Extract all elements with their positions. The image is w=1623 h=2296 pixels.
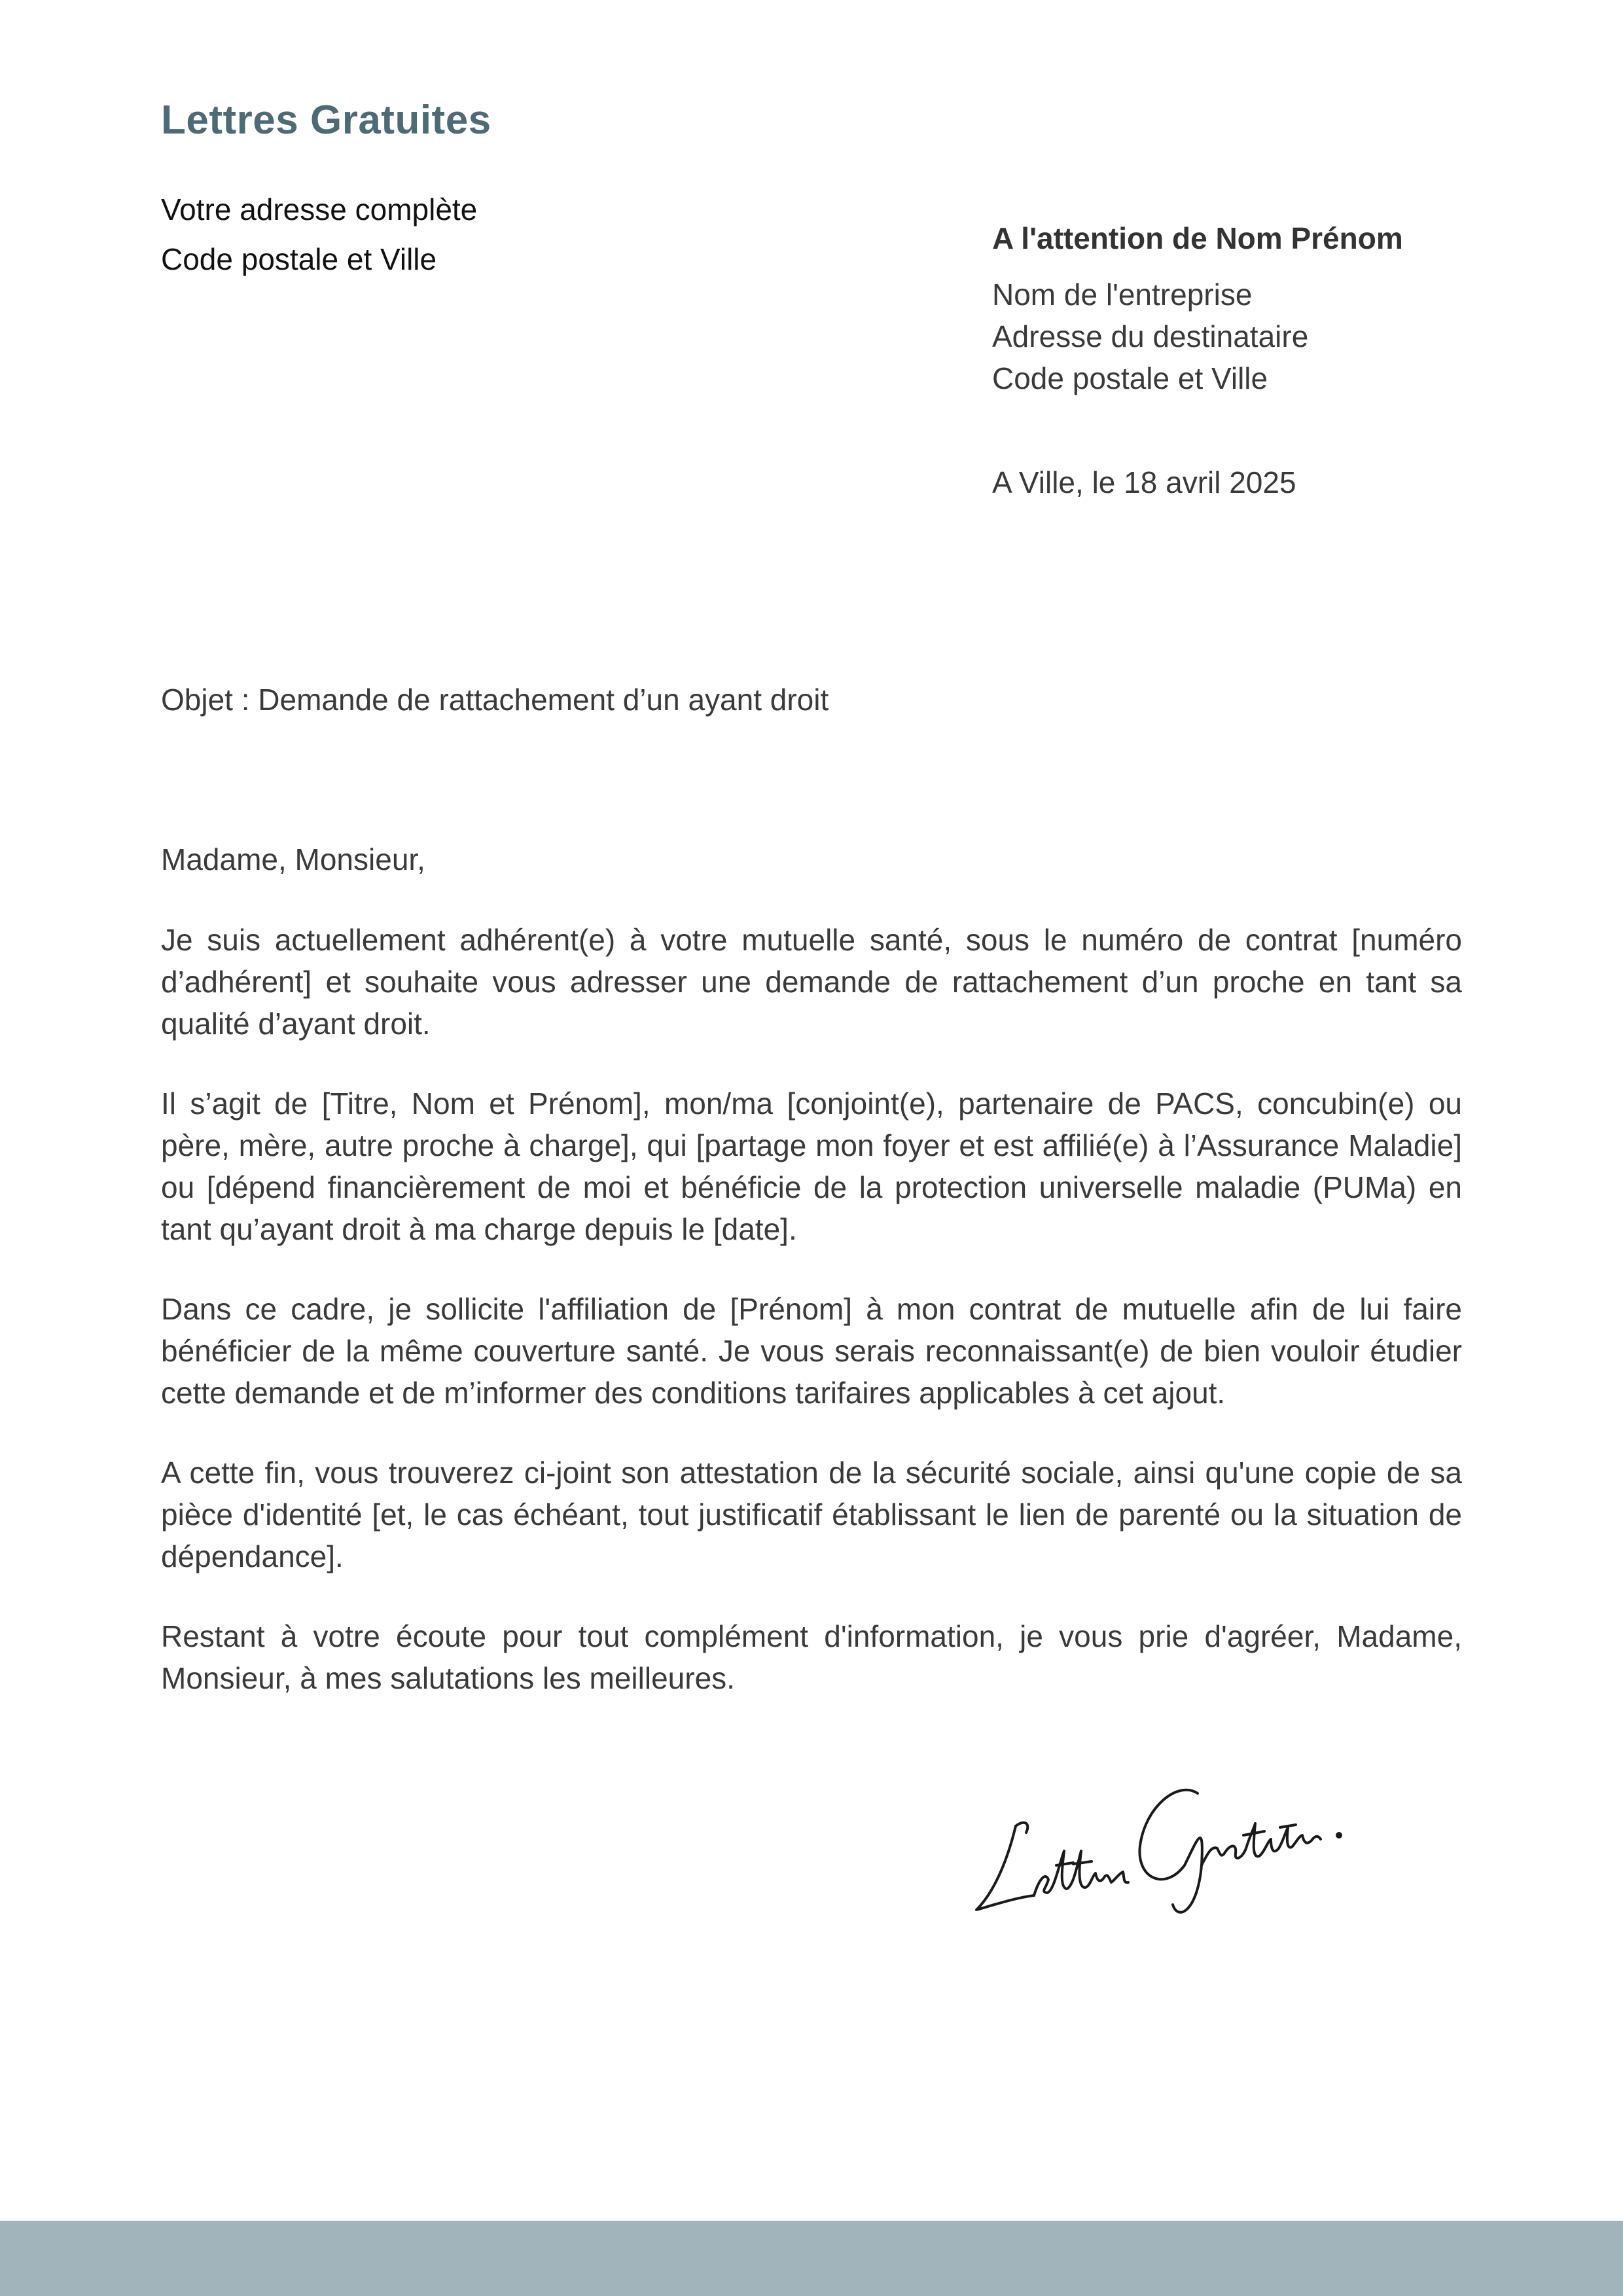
body-paragraph: Je suis actuellement adhérent(e) à votre mutuelle santé, sous le numéro de contrat [numéro d’adhérent] et souhaite vous adresser une demande de rattachement d’un proche en tant sa qualité d’ayant droit. [161,923,1462,1041]
letter-salutation: Madame, Monsieur, [161,842,425,876]
sender-block [161,185,477,284]
brand-title: Lettres Gratuites [161,98,491,143]
recipient-block [992,217,1403,399]
letter-date: A Ville, le 18 avril 2025 [992,465,1296,499]
sender-city: Code postale et Ville [161,242,437,276]
recipient-attention: A l'attention de Nom Prénom [992,221,1403,255]
sender-address: Votre adresse complète [161,192,478,226]
body-paragraph: A cette fin, vous trouverez ci-joint son attestation de la sécurité sociale, ainsi qu'une copie de sa pièce d'identité [et, le cas échéant, tout justificatif établissant le lien de parenté ou la situation de dépendance]. [161,1456,1462,1573]
footer-bar [0,2221,1623,2296]
letter-body [161,919,1462,1737]
recipient-company: Nom de l'entreprise [992,278,1253,312]
handwritten-signature-icon [969,1767,1348,1924]
recipient-address: Adresse du destinataire [992,319,1309,353]
letter-subject: Objet : Demande de rattachement d’un ayant droit [161,683,829,717]
recipient-city: Code postale et Ville [992,361,1268,395]
body-paragraph: Restant à votre écoute pour tout complément d'information, je vous prie d'agréer, Madame, Monsieur, à mes salutations les meilleures. [161,1619,1462,1695]
body-paragraph: Il s’agit de [Titre, Nom et Prénom], mon/ma [conjoint(e), partenaire de PACS, concubin(e) ou père, mère, autre proche à charge], qui [partage mon foyer et est affilié(e) à l’Assurance Maladie] ou [dépend financièrement de moi et bénéficie de la protection universelle maladie (PUMa) en tant qu’ayant droit à ma charge depuis le [date]. [161,1086,1462,1246]
body-paragraph: Dans ce cadre, je sollicite l'affiliation de [Prénom] à mon contrat de mutuelle afin de lui faire bénéficier de la même couverture santé. Je vous serais reconnaissant(e) de bien vouloir étudier cette demande et de m’informer des conditions tarifaires applicables à cet ajout. [161,1292,1462,1410]
